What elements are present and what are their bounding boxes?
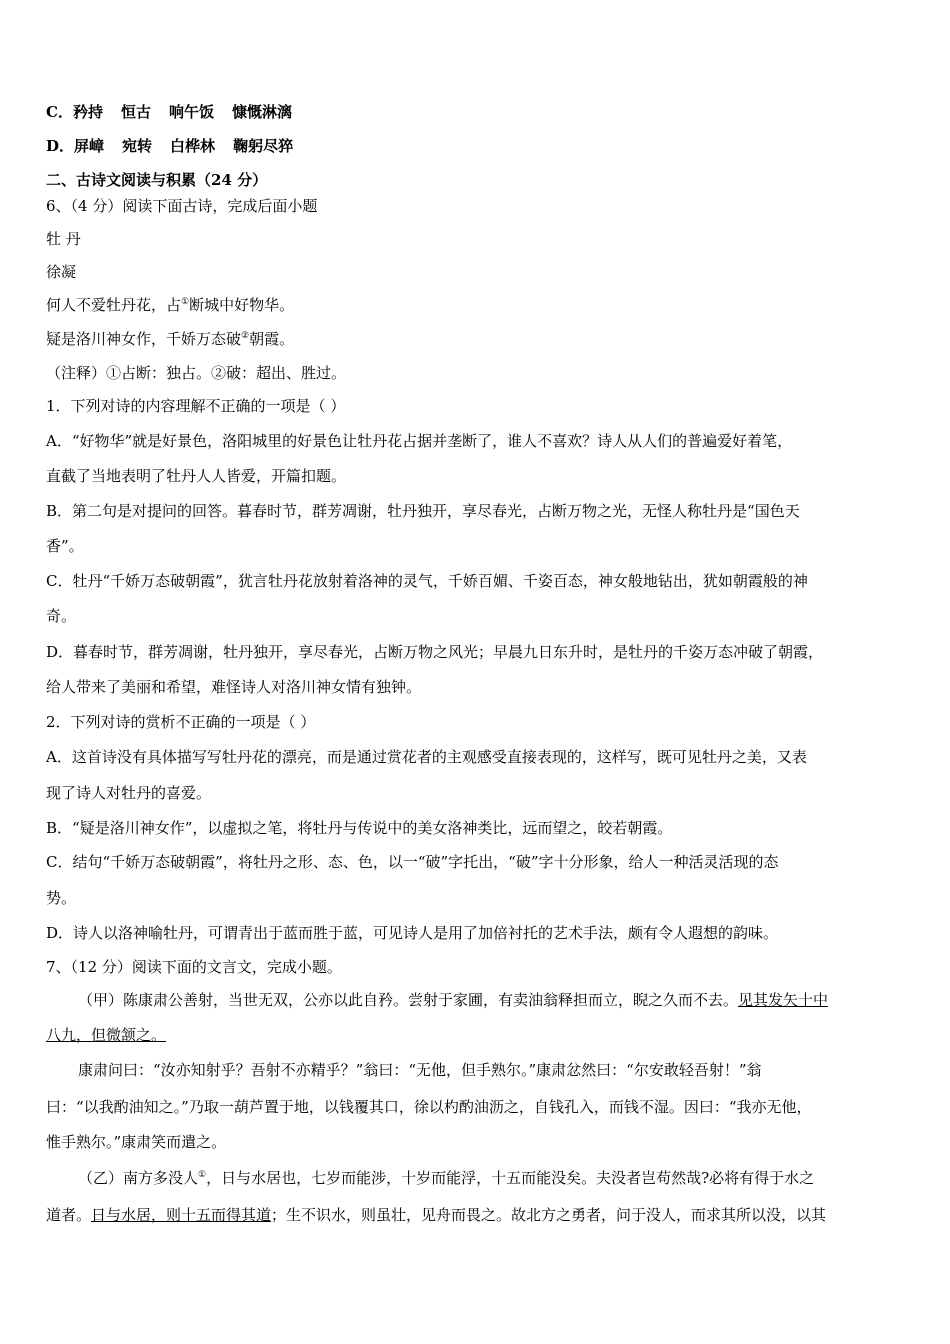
option-d-word3: 白桦林 <box>170 137 216 155</box>
poem-line-2 <box>46 329 294 349</box>
sq2-option-c-line-1: C．结句“千娇万态破朝霞”，将牡丹之形、态、色，以一“破”字托出，“破”字十分形象，给人一种活灵活现的态 <box>46 853 779 871</box>
footnote-mark-1: ① <box>181 297 190 307</box>
passage-jia-underlined-1: 见其发矢十中 <box>738 991 829 1009</box>
passage-jia-line-5: 惟手熟尔。”康肃笑而遣之。 <box>46 1133 227 1151</box>
poem-line-1-part-a: 何人不爱牡丹花，占 <box>46 296 182 314</box>
q6-intro: 6、（4 分）阅读下面古诗，完成后面小题 <box>46 197 318 215</box>
sq2-option-b: B．“疑是洛川神女作”，以虚拟之笔，将牡丹与传说中的美女洛神类比，远而望之，皎若朝霞。 <box>46 819 673 837</box>
sq1-option-d-line-2: 给人带来了美丽和希望，难怪诗人对洛川神女情有独钟。 <box>46 678 422 696</box>
sq1-option-a-line-2: 直截了当地表明了牡丹人人皆爱，开篇扣题。 <box>46 467 347 485</box>
sq2-option-d: D．诗人以洛神喻牡丹，可谓青出于蓝而胜于蓝，可见诗人是用了加倍衬托的艺术手法，颇有令人遐想的韵味。 <box>46 924 779 942</box>
passage-yi-line-2 <box>46 1205 826 1225</box>
sq1-option-c-line-2: 奇。 <box>46 607 77 625</box>
sq2-option-c-line-2: 势。 <box>46 889 77 907</box>
passage-jia-line-3: 康肃问曰：“汝亦知射乎？吾射不亦精乎？”翁曰：“无他，但手熟尔。”康肃忿然曰：“尔安敢轻吾射！”翁 <box>78 1061 762 1079</box>
passage-jia-underlined-2: 八九，但微颔之。 <box>46 1026 167 1044</box>
option-c-word4: 慷慨淋漓 <box>232 103 293 121</box>
passage-yi-part-a: （乙）南方多没人 <box>78 1169 199 1187</box>
poem-author: 徐凝 <box>46 263 77 281</box>
option-d-word1: 屏嶂 <box>74 137 105 155</box>
option-c-word1: 矜持 <box>72 103 103 121</box>
passage-yi-underlined: 日与水居，则十五而得其道 <box>91 1206 272 1224</box>
poem-line-2-part-a: 疑是洛川神女作，千娇万态破 <box>46 330 242 348</box>
footnote-mark-2: ② <box>241 331 250 341</box>
passage-yi-line-2-end: ；生不识水，则虽壮，见舟而畏之。故北方之勇者，问于没人，而求其所以没，以其 <box>271 1206 827 1224</box>
passage-jia-line-1 <box>78 990 828 1010</box>
passage-jia-line-2 <box>46 1025 166 1045</box>
passage-yi-line-2-start: 道者。 <box>46 1206 92 1224</box>
poem-line-2-part-b: 朝霞。 <box>249 330 295 348</box>
passage-yi-part-b: ，日与水居也，七岁而能涉，十岁而能浮，十五而能没矣。夫没者岂苟然哉?必将有得于水之 <box>206 1169 815 1187</box>
subquestion-1: 1．下列对诗的内容理解不正确的一项是（ ） <box>46 397 346 415</box>
poem-line-1-part-b: 断城中好物华。 <box>189 296 295 314</box>
sq1-option-a-line-1: A．“好物华”就是好景色，洛阳城里的好景色让牡丹花占据并垄断了，谁人不喜欢？诗人从人们的普遍爱好着笔， <box>46 432 793 450</box>
poem-title: 牡 丹 <box>46 230 81 248</box>
option-c-word3: 响午饭 <box>168 103 214 121</box>
sq2-option-a-line-1: A．这首诗没有具体描写写牡丹花的漂亮，而是通过赏花者的主观感受直接表现的，这样写，既可见牡丹之美，又表 <box>46 748 807 766</box>
footnote-mark-yi: ① <box>198 1170 207 1180</box>
poem-line-1 <box>46 295 294 315</box>
passage-jia-text: （甲）陈康肃公善射，当世无双，公亦以此自矜。尝射于家圃，有卖油翁释担而立，睨之久而不去。 <box>78 991 739 1009</box>
option-d-word4: 鞠躬尽猝 <box>233 137 294 155</box>
option-d-word2: 宛转 <box>122 137 153 155</box>
subquestion-2: 2．下列对诗的赏析不正确的一项是（ ） <box>46 713 316 731</box>
passage-yi-line-1 <box>78 1168 814 1188</box>
sq1-option-b-line-2: 香”。 <box>46 537 84 555</box>
sq1-option-b-line-1: B．第二句是对提问的回答。暮春时节，群芳凋谢，牡丹独开，享尽春光，占断万物之光，无怪人称牡丹是“国色天 <box>46 502 800 520</box>
option-d <box>46 136 293 156</box>
option-c <box>46 102 292 122</box>
sq1-option-d-line-1: D．暮春时节，群芳凋谢，牡丹独开，享尽春光，占断万物之风光；早晨九日东升时，是牡丹的千姿万态冲破了朝霞， <box>46 643 824 661</box>
sq1-option-c-line-1: C．牡丹“千娇万态破朝霞”，犹言牡丹花放射着洛神的灵气，千娇百媚、千姿百态，神女般地钻出，犹如朝霞般的神 <box>46 572 808 590</box>
option-d-label: D． <box>46 137 75 155</box>
q7-intro: 7、（12 分）阅读下面的文言文，完成小题。 <box>46 958 342 976</box>
poem-note: （注释）①占断：独占。②破：超出、胜过。 <box>46 364 347 382</box>
option-c-word2: 恒古 <box>120 103 151 121</box>
passage-jia-line-4: 曰：“以我酌油知之。”乃取一葫芦置于地，以钱覆其口，徐以杓酌油沥之，自钱孔入，而钱不湿。因曰：“我亦无他， <box>46 1098 812 1116</box>
sq2-option-a-line-2: 现了诗人对牡丹的喜爱。 <box>46 784 212 802</box>
section-heading: 二、古诗文阅读与积累（24 分） <box>46 171 268 189</box>
option-c-label: C． <box>46 103 73 121</box>
